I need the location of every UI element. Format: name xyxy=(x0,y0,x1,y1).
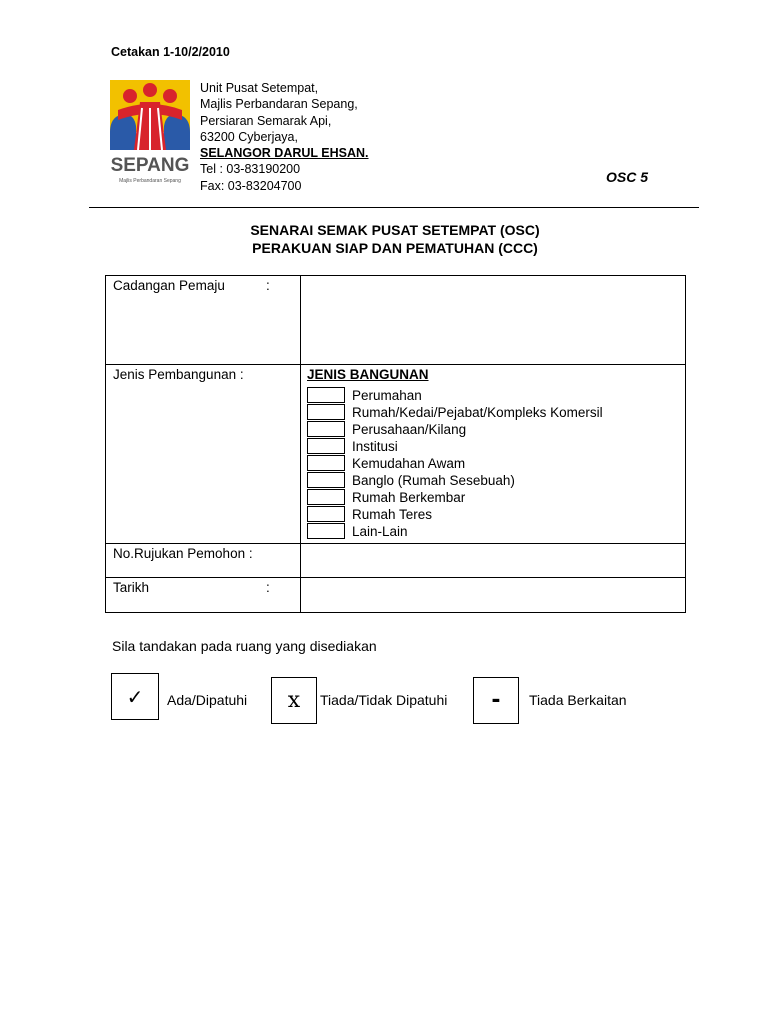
document-title xyxy=(100,221,690,257)
building-type-item xyxy=(307,404,685,421)
building-type-label: Rumah/Kedai/Pejabat/Kompleks Komersil xyxy=(352,405,603,420)
logo-tagline: Majlis Perbandaran Sepang xyxy=(119,178,181,184)
address-block xyxy=(200,80,369,194)
building-type-label: Lain-Lain xyxy=(352,524,408,539)
row-jenis-pembangunan xyxy=(106,365,686,544)
building-type-item xyxy=(307,523,685,540)
no-rujukan-field[interactable] xyxy=(301,544,686,578)
building-type-item xyxy=(307,421,685,438)
checkbox-rumah-teres[interactable] xyxy=(307,506,345,522)
checkbox-perusahaan[interactable] xyxy=(307,421,345,437)
building-type-label: Rumah Berkembar xyxy=(352,490,466,505)
title-line-1: SENARAI SEMAK PUSAT SETEMPAT (OSC) xyxy=(250,222,540,238)
building-type-item xyxy=(307,472,685,489)
checkbox-kemudahan-awam[interactable] xyxy=(307,455,345,471)
building-type-label: Perusahaan/Kilang xyxy=(352,422,467,437)
legend-label-tiada: Tiada/Tidak Dipatuhi xyxy=(320,692,448,708)
address-line: Majlis Perbandaran Sepang, xyxy=(200,97,358,112)
building-type-label: Rumah Teres xyxy=(352,507,433,522)
row-tarikh xyxy=(106,578,686,613)
cadangan-pemaju-field[interactable] xyxy=(301,276,686,365)
cross-mark-icon: x xyxy=(287,688,301,713)
colon: : xyxy=(266,278,270,293)
tarikh-field[interactable] xyxy=(301,578,686,613)
no-rujukan-label-cell xyxy=(106,544,301,578)
building-type-list xyxy=(307,387,685,540)
address-state: SELANGOR DARUL EHSAN. xyxy=(200,146,369,161)
dash-mark-icon: - xyxy=(491,688,501,713)
legend-cross-box xyxy=(271,677,317,724)
sepang-logo xyxy=(110,80,190,188)
address-line: Unit Pusat Setempat, xyxy=(200,81,319,95)
jenis-bangunan-cell xyxy=(301,365,686,544)
legend-label-ada: Ada/Dipatuhi xyxy=(167,692,248,708)
colon: : xyxy=(266,580,270,595)
logo-text: SEPANG xyxy=(110,155,190,176)
building-type-item xyxy=(307,438,685,455)
building-type-label: Perumahan xyxy=(352,388,422,403)
building-type-item xyxy=(307,506,685,523)
title-line-2: PERAKUAN SIAP DAN PEMATUHAN (CCC) xyxy=(252,240,538,256)
legend-label-tiada-berkaitan: Tiada Berkaitan xyxy=(529,692,627,708)
jenis-bangunan-heading: JENIS BANGUNAN xyxy=(307,367,429,382)
building-type-item xyxy=(307,455,685,472)
tarikh-label: Tarikh xyxy=(113,580,150,595)
form-code: OSC 5 xyxy=(606,169,649,185)
checkbox-perumahan[interactable] xyxy=(307,387,345,403)
tarikh-label-cell xyxy=(106,578,301,613)
fax: Fax: 03-83204700 xyxy=(200,178,302,193)
checkbox-banglo[interactable] xyxy=(307,472,345,488)
legend-dash-box xyxy=(473,677,519,724)
check-mark-icon: ✓ xyxy=(126,684,144,709)
row-no-rujukan xyxy=(106,544,686,578)
application-form-table xyxy=(105,275,686,613)
telephone: Tel : 03-83190200 xyxy=(200,162,301,177)
jenis-pembangunan-label: Jenis Pembangunan : xyxy=(113,367,244,382)
header-divider xyxy=(89,207,699,208)
cadangan-pemaju-label-cell xyxy=(106,276,301,365)
no-rujukan-label: No.Rujukan Pemohon : xyxy=(113,546,253,561)
row-cadangan-pemaju xyxy=(106,276,686,365)
building-type-label: Kemudahan Awam xyxy=(352,456,466,471)
print-number: Cetakan 1-10/2/2010 xyxy=(111,45,230,59)
building-type-item xyxy=(307,387,685,404)
instruction-text: Sila tandakan pada ruang yang disediakan xyxy=(112,638,377,654)
checkbox-komersil[interactable] xyxy=(307,404,345,420)
jenis-pembangunan-label-cell xyxy=(106,365,301,544)
cadangan-pemaju-label: Cadangan Pemaju xyxy=(113,278,225,293)
building-type-item xyxy=(307,489,685,506)
legend-check-box xyxy=(111,673,159,720)
checkbox-lain-lain[interactable] xyxy=(307,523,345,539)
address-line: 63200 Cyberjaya, xyxy=(200,129,298,144)
checkbox-rumah-berkembar[interactable] xyxy=(307,489,345,505)
address-line: Persiaran Semarak Api, xyxy=(200,113,332,128)
building-type-label: Institusi xyxy=(352,439,398,454)
building-type-label: Banglo (Rumah Sesebuah) xyxy=(352,473,515,488)
checkbox-institusi[interactable] xyxy=(307,438,345,454)
